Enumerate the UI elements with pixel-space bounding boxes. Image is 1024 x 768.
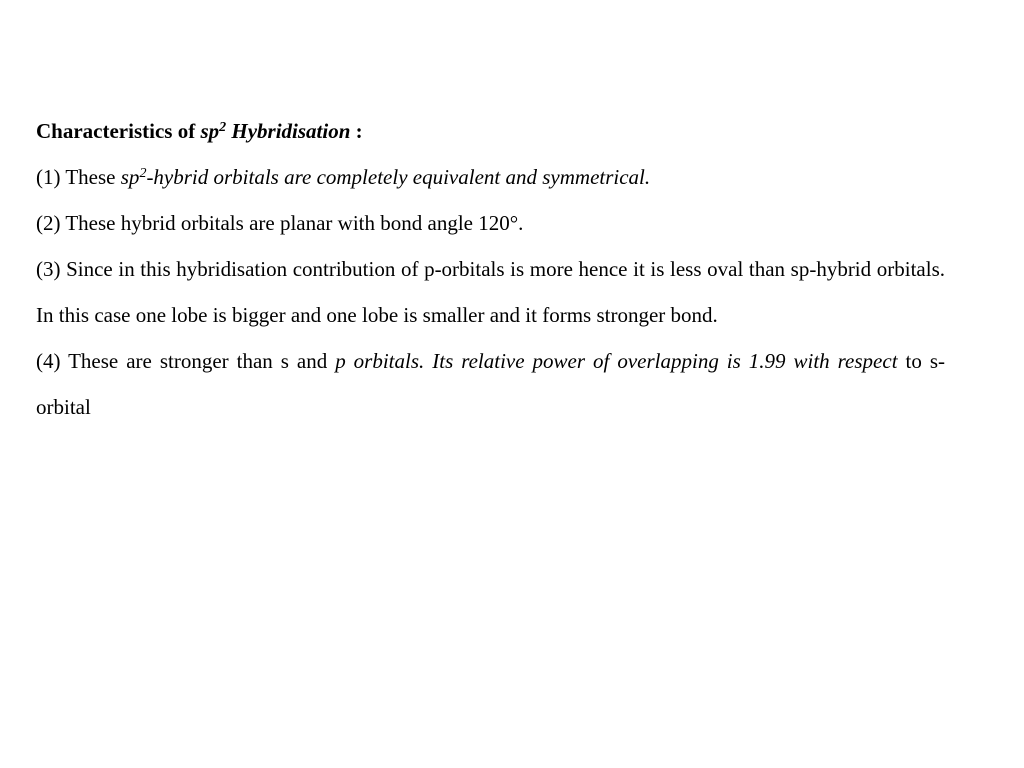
point-4-tail: to s-orbital [36, 349, 945, 419]
point-1-number: (1) These [36, 165, 121, 189]
point-1-rest: -hybrid orbitals are completely equivalent and symmetrical. [146, 165, 651, 189]
point-4-italic: p orbitals. Its relative power of overlapping is 1.99 with respect [335, 349, 898, 373]
point-4-lead: (4) These are stronger than s and [36, 349, 336, 373]
heading-term-superscript: 2 [219, 120, 227, 135]
point-3: (3) Since in this hybridisation contribution of p-orbitals is more hence it is less oval than sp-hybrid orbitals. In this case one lobe is bigger and one lobe is smaller and it forms stronger bond. [36, 257, 945, 327]
point-1-term-superscript: 2 [139, 166, 147, 181]
heading [36, 108, 945, 154]
point-1 [36, 154, 945, 200]
heading-term-base: sp [200, 119, 220, 143]
point-4 [36, 338, 945, 430]
heading-term-rest: Hybridisation [226, 119, 351, 143]
heading-suffix: : [350, 119, 363, 143]
heading-prefix: Characteristics of [36, 119, 201, 143]
point-1-term-base: sp [120, 165, 140, 189]
point-2: (2) These hybrid orbitals are planar with bond angle 120°. [36, 211, 524, 235]
slide-content [36, 108, 945, 430]
